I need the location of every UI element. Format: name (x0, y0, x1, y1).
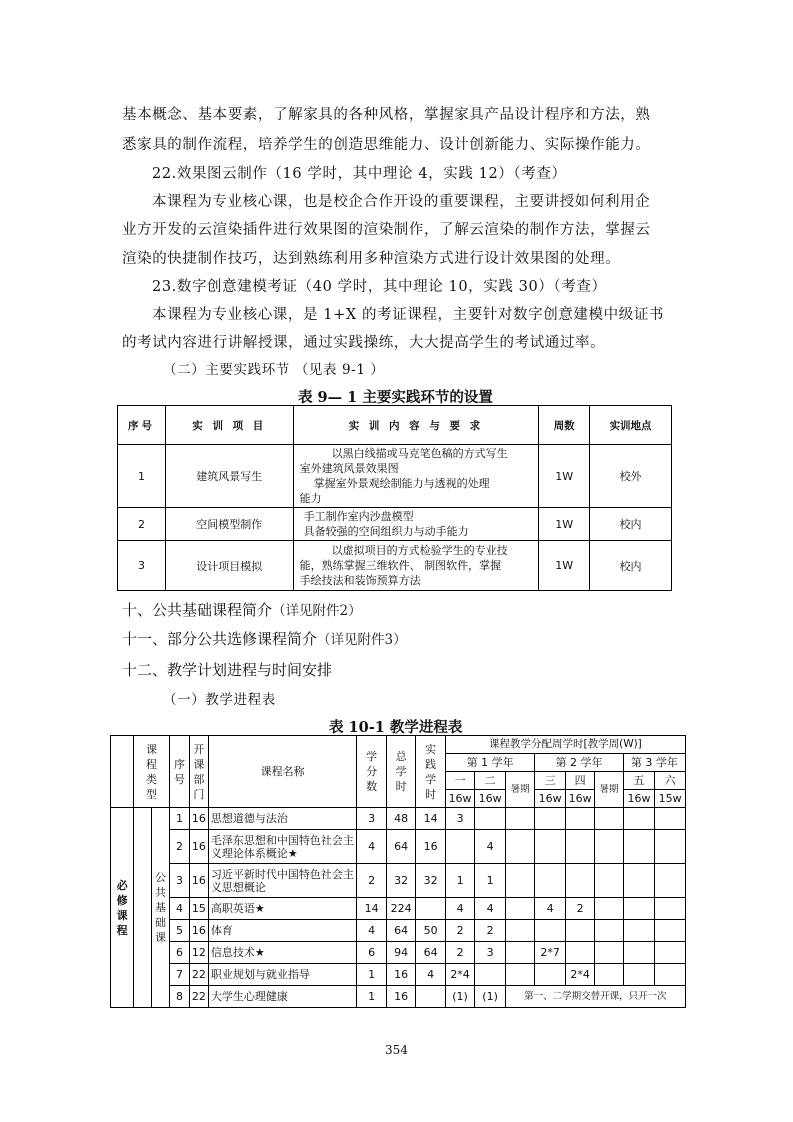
cell-s1: (1) (445, 986, 474, 1008)
cell-credits: 2 (357, 864, 386, 898)
cell-course-name: 大学生心理健康 (208, 986, 356, 1008)
cell-note: 第一、二学期交替开课，只开一次 (505, 986, 685, 1008)
cell-summer (505, 920, 534, 942)
cell-s4 (565, 920, 594, 942)
location: 校内 (590, 541, 672, 591)
cell-s6 (655, 920, 686, 942)
cell-seq: 1 (169, 808, 189, 830)
training-content: 手工制作室内沙盘模型 具备较强的空间组织力与动手能力 (293, 508, 539, 541)
cell-s6 (655, 964, 686, 986)
cell-s1: 1 (445, 864, 474, 898)
cell-s2: 4 (475, 830, 506, 864)
cell-credits: 14 (357, 898, 386, 920)
row-number: 1 (118, 445, 166, 508)
cell-course-name: 习近平新时代中国特色社会主义思想概论 (208, 864, 356, 898)
cell-dept: 22 (189, 964, 208, 986)
heading-12: 十二、教学计划进程与时间安排 (122, 661, 333, 679)
table-row (111, 942, 686, 964)
group-public-basic: 公共基础课 (152, 808, 170, 1008)
header-cell: 周数 (539, 406, 590, 445)
heading-11: 十一、部分公共选修课程简介（详见附件3） (122, 630, 407, 648)
teaching-schedule-table (110, 735, 686, 1008)
table-row (111, 898, 686, 920)
cell-s5 (623, 920, 655, 942)
header-cell: 实 训 项 目 (165, 406, 293, 445)
cell-s4 (565, 830, 594, 864)
cell-credits: 6 (357, 942, 386, 964)
group-required: 必修课程 (111, 808, 134, 1008)
header-dept: 开课部门 (189, 736, 208, 808)
cell-s6 (655, 830, 686, 864)
cell-s5 (623, 830, 655, 864)
cell-s5 (623, 864, 655, 898)
table-row (111, 920, 686, 942)
header-weeks: 16w (565, 790, 594, 808)
table-header-row (118, 406, 672, 445)
header-course-type: 课程类型 (134, 736, 170, 808)
cell-summer (505, 864, 534, 898)
header-semester: 四 (565, 772, 594, 790)
cell-summer (505, 830, 534, 864)
header-semester: 二 (475, 772, 506, 790)
cell-course-name: 毛泽东思想和中国特色社会主义理论体系概论★ (208, 830, 356, 864)
location: 校内 (590, 508, 672, 541)
header-practice-hours: 实践学时 (416, 736, 445, 808)
page-number: 354 (385, 1043, 408, 1057)
header-weeks: 16w (623, 790, 655, 808)
cell-dept: 16 (189, 920, 208, 942)
cell-s2: 3 (475, 942, 506, 964)
header-summer: 暑期 (595, 772, 623, 808)
cell-total: 32 (386, 864, 415, 898)
cell-dept: 15 (189, 898, 208, 920)
practice-table (117, 405, 672, 591)
header-semester: 六 (655, 772, 686, 790)
cell-summer (505, 964, 534, 986)
header-semester: 一 (445, 772, 474, 790)
table-header-row (111, 736, 686, 754)
cell-practice: 16 (416, 830, 445, 864)
table-row (118, 541, 672, 591)
cell-s4 (565, 942, 594, 964)
cell-summer (505, 808, 534, 830)
paragraph-line: 本课程为专业核心课，也是校企合作开设的重要课程，主要讲授如何利用企 (152, 194, 651, 210)
cell-s1: 3 (445, 808, 474, 830)
cell-seq: 4 (169, 898, 189, 920)
cell-s6 (655, 864, 686, 898)
cell-dept: 12 (189, 942, 208, 964)
cell-total: 224 (386, 898, 415, 920)
header-year-1: 第 1 学年 (445, 754, 535, 772)
cell-seq: 3 (169, 864, 189, 898)
header-weeks: 15w (655, 790, 686, 808)
cell-dept: 16 (189, 808, 208, 830)
cell-seq: 7 (169, 964, 189, 986)
cell-practice (416, 898, 445, 920)
cell-s5 (623, 964, 655, 986)
cell-s1 (445, 830, 474, 864)
blank-corner (111, 736, 134, 808)
cell-s1: 4 (445, 898, 474, 920)
table-row (111, 964, 686, 986)
table-caption: 表 9— 1 主要实践环节的设置 (298, 389, 493, 406)
table-row (111, 986, 686, 1008)
cell-summer (595, 898, 623, 920)
weeks: 1W (539, 445, 590, 508)
cell-credits: 3 (357, 808, 386, 830)
cell-summer (595, 830, 623, 864)
cell-total: 94 (386, 942, 415, 964)
header-summer: 暑期 (505, 772, 534, 808)
table-row (111, 830, 686, 864)
cell-s3: 4 (535, 898, 566, 920)
cell-s3 (535, 964, 566, 986)
training-item: 设计项目模拟 (165, 541, 293, 591)
cell-summer (505, 942, 534, 964)
paragraph-line: 悉家具的制作流程，培养学生的创造思维能力、设计创新能力、实际操作能力。 (122, 137, 651, 153)
table-caption: 表 10-1 教学进程表 (329, 719, 463, 736)
row-number: 3 (118, 541, 166, 591)
cell-s2 (475, 964, 506, 986)
paragraph-line: 基本概念、基本要素，了解家具的各种风格，掌握家具产品设计程序和方法，熟 (122, 107, 651, 123)
cell-s6 (655, 898, 686, 920)
header-total-hours: 总学时 (386, 736, 415, 808)
paragraph-line: 业方开发的云渲染插件进行效果图的渲染制作，了解云渲染的制作方法，掌握云 (122, 222, 651, 238)
section-subheading: （一）教学进程表 (163, 692, 276, 708)
cell-summer (595, 964, 623, 986)
location: 校外 (590, 445, 672, 508)
header-cell: 实 训 内 容 与 要 求 (293, 406, 539, 445)
cell-s4 (565, 864, 594, 898)
cell-summer (505, 898, 534, 920)
table-row (118, 445, 672, 508)
header-cell: 实训地点 (590, 406, 672, 445)
cell-s2: 4 (475, 898, 506, 920)
cell-practice: 50 (416, 920, 445, 942)
section-subheading: （二）主要实践环节 （见表 9-1 ） (163, 362, 385, 378)
cell-total: 16 (386, 964, 415, 986)
cell-dept: 16 (189, 864, 208, 898)
cell-total: 16 (386, 986, 415, 1008)
cell-s2 (475, 808, 506, 830)
cell-credits: 4 (357, 830, 386, 864)
header-seq: 序号 (169, 736, 189, 808)
cell-s4: 2 (565, 898, 594, 920)
cell-summer (595, 920, 623, 942)
cell-s5 (623, 808, 655, 830)
paragraph-line: 本课程为专业核心课，是 1+X 的考证课程，主要针对数字创意建模中级证书 (152, 307, 665, 323)
cell-s6 (655, 942, 686, 964)
paragraph-line: 渲染的快捷制作技巧，达到熟练利用多种渲染方式进行设计效果图的处理。 (122, 251, 621, 267)
cell-credits: 1 (357, 986, 386, 1008)
weeks: 1W (539, 508, 590, 541)
cell-s3: 2*7 (535, 942, 566, 964)
header-weeks: 16w (535, 790, 566, 808)
cell-summer (595, 808, 623, 830)
training-content: 以虚拟项目的方式检验学生的专业技 能，熟练掌握三维软件、 制图软件，掌握 手绘技法和装饰预算方法 (293, 541, 539, 591)
cell-total: 64 (386, 920, 415, 942)
cell-practice (416, 986, 445, 1008)
header-year-3: 第 3 学年 (623, 754, 685, 772)
cell-s3 (535, 808, 566, 830)
header-year-2: 第 2 学年 (535, 754, 623, 772)
cell-course-name: 职业规划与就业指导 (208, 964, 356, 986)
cell-seq: 2 (169, 830, 189, 864)
training-item: 空间模型制作 (165, 508, 293, 541)
cell-dept: 16 (189, 830, 208, 864)
table-row (111, 808, 686, 830)
weeks: 1W (539, 541, 590, 591)
cell-s2: 2 (475, 920, 506, 942)
header-distribution: 课程教学分配周学时[教学周(W)] (445, 736, 685, 754)
cell-total: 64 (386, 830, 415, 864)
cell-total: 48 (386, 808, 415, 830)
cell-course-name: 信息技术★ (208, 942, 356, 964)
cell-practice: 32 (416, 864, 445, 898)
cell-s3 (535, 830, 566, 864)
cell-s1: 2 (445, 942, 474, 964)
cell-practice: 4 (416, 964, 445, 986)
paragraph-line: 23.数字创意建模考证（40 学时，其中理论 10，实践 30）（考查） (152, 279, 607, 295)
cell-s6 (655, 808, 686, 830)
cell-seq: 6 (169, 942, 189, 964)
cell-course-name: 思想道德与法治 (208, 808, 356, 830)
header-weeks: 16w (475, 790, 506, 808)
cell-seq: 8 (169, 986, 189, 1008)
heading-10: 十、公共基础课程简介（详见附件2） (122, 601, 362, 619)
cell-s1: 2*4 (445, 964, 474, 986)
header-cell: 序号 (118, 406, 166, 445)
group-spacer (134, 808, 152, 1008)
cell-practice: 64 (416, 942, 445, 964)
cell-s5 (623, 942, 655, 964)
training-content: 以黑白线描或马克笔色稿的方式写生 室外建筑风景效果图 掌握室外景观绘制能力与透视的处理 能力 (293, 445, 539, 508)
cell-summer (595, 942, 623, 964)
cell-s2: (1) (475, 986, 506, 1008)
cell-course-name: 体育 (208, 920, 356, 942)
training-item: 建筑风景写生 (165, 445, 293, 508)
cell-s3 (535, 864, 566, 898)
paragraph-line: 22.效果图云制作（16 学时，其中理论 4，实践 12）（考查） (152, 166, 567, 182)
cell-course-name: 高职英语★ (208, 898, 356, 920)
cell-s4: 2*4 (565, 964, 594, 986)
cell-s5 (623, 898, 655, 920)
header-weeks: 16w (445, 790, 474, 808)
paragraph-line: 的考试内容进行讲解授课，通过实践操练，大大提高学生的考试通过率。 (122, 335, 606, 351)
cell-seq: 5 (169, 920, 189, 942)
header-credits: 学分数 (357, 736, 386, 808)
cell-s3 (535, 920, 566, 942)
table-row (111, 864, 686, 898)
header-course-name: 课程名称 (208, 736, 356, 808)
cell-summer (595, 864, 623, 898)
cell-s2: 1 (475, 864, 506, 898)
row-number: 2 (118, 508, 166, 541)
header-semester: 五 (623, 772, 655, 790)
cell-s4 (565, 808, 594, 830)
table-row (118, 508, 672, 541)
cell-practice: 14 (416, 808, 445, 830)
cell-credits: 1 (357, 964, 386, 986)
cell-credits: 4 (357, 920, 386, 942)
header-semester: 三 (535, 772, 566, 790)
cell-dept: 22 (189, 986, 208, 1008)
cell-s1: 2 (445, 920, 474, 942)
